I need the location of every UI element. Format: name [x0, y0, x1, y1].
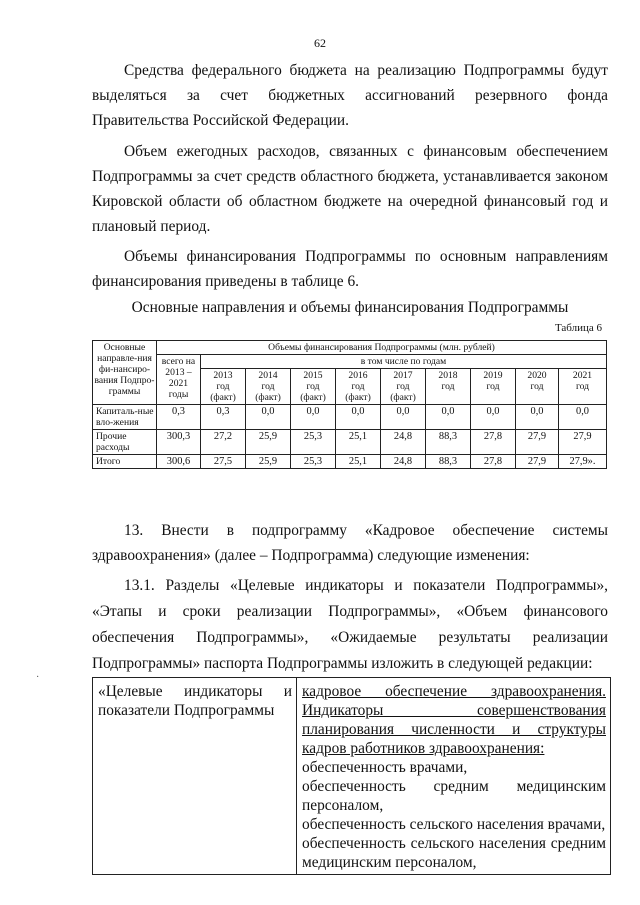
table-cell: 25,1: [336, 430, 381, 455]
year-header-2017: [381, 369, 426, 405]
table-cell: 25,3: [291, 430, 336, 455]
year-header-part: год: [261, 381, 275, 392]
year-header-part: 2017: [393, 370, 413, 381]
year-header-part: год: [351, 381, 365, 392]
table-cell: 0,0: [246, 405, 291, 430]
indicator-line: кадровое обеспечение здравоохранения. Индикаторы совершенствования планирования численности и структуры кадров работников здравоохранения:: [302, 683, 606, 757]
table-cell: 0,0: [471, 405, 516, 430]
year-header-part: 2018: [438, 370, 458, 381]
table-cell: 0,0: [426, 405, 471, 430]
year-header-2016: [336, 369, 381, 405]
year-header-part: 2015: [303, 370, 323, 381]
table-cell: 0,0: [336, 405, 381, 430]
table-row: [93, 405, 607, 430]
table-cell: 25,9: [246, 455, 291, 469]
paragraph-financing-volumes: Объемы финансирования Подпрограммы по основным направлениям финансирования приведены в таблице 6.: [92, 248, 608, 290]
year-header-part: 2014: [258, 370, 278, 381]
financing-table: [92, 340, 607, 469]
table-cell: 0,0: [381, 405, 426, 430]
table-cell: 24,8: [381, 430, 426, 455]
year-header-2013: [201, 369, 246, 405]
year-header-2015: [291, 369, 336, 405]
year-header-part: год: [530, 381, 544, 392]
year-header-part: (факт): [210, 392, 236, 403]
table-cell: 27,9: [559, 430, 607, 455]
table-cell: 27,9: [516, 455, 559, 469]
year-header-part: год: [486, 381, 500, 392]
table-cell: 0,3: [201, 405, 246, 430]
year-header-part: 2019: [483, 370, 503, 381]
year-header-part: год: [441, 381, 455, 392]
table-cell: 27,8: [471, 455, 516, 469]
table-cell: 25,1: [336, 455, 381, 469]
header-total: всего на 2013 – 2021 годы: [157, 355, 201, 405]
indicators-table: [92, 677, 611, 875]
header-volumes: Объемы финансирования Подпрограммы (млн. рублей): [157, 341, 607, 355]
margin-mark: ·: [36, 672, 40, 683]
year-header-2020: [516, 369, 559, 405]
row-label: Итого: [93, 455, 157, 469]
row-label: Прочие расходы: [93, 430, 157, 455]
year-header-2019: [471, 369, 516, 405]
financing-table-body: [93, 405, 607, 469]
indicator-line: обеспеченность средним медицинским персоналом,: [302, 778, 606, 814]
year-header-part: (факт): [300, 392, 326, 403]
header-including-by-years: в том числе по годам: [201, 355, 607, 369]
table-row: [93, 455, 607, 469]
year-header-part: 2016: [348, 370, 368, 381]
table-number-label: Таблица 6: [554, 322, 602, 334]
page-number: 62: [314, 36, 326, 50]
table-cell: 0,0: [559, 405, 607, 430]
indicator-line: обеспеченность сельского населения врачами,: [302, 816, 606, 833]
table-cell: 300,6: [157, 455, 201, 469]
year-header-2021: [559, 369, 607, 405]
year-header-part: год: [216, 381, 230, 392]
table-cell: 25,3: [291, 455, 336, 469]
paragraph-item-13-1: 13.1. Разделы «Целевые индикаторы и показатели Подпрограммы», «Этапы и сроки реализации Подпрограммы», «Объем финансового обеспечения Подпрограммы», «Ожидаемые результаты реализации Подпрограммы» паспорта Подпрограммы изложить в следующей редакции:: [92, 577, 608, 672]
row-label: Капиталь-ные вло-жения: [93, 405, 157, 430]
year-header-part: 2021: [572, 370, 593, 381]
year-header-part: год: [306, 381, 320, 392]
indicators-right-cell: [297, 678, 611, 875]
year-header-part: (факт): [345, 392, 371, 403]
table-cell: 24,8: [381, 455, 426, 469]
year-header-part: (факт): [255, 392, 281, 403]
indicators-left-cell: «Целевые индикаторы и показатели Подпрограммы: [93, 678, 297, 875]
table-cell: 300,3: [157, 430, 201, 455]
table-cell: 25,9: [246, 430, 291, 455]
table-cell: 0,0: [291, 405, 336, 430]
header-directions: Основные направле-ния фи-нансиро-вания Подпро-граммы: [93, 341, 157, 405]
year-header-2018: [426, 369, 471, 405]
table-row: [93, 430, 607, 455]
paragraph-federal-budget: Средства федерального бюджета на реализацию Подпрограммы будут выделяться за счет бюджетных ассигнований резервного фонда Правительства Российской Федерации.: [92, 62, 608, 129]
table-cell: 0,3: [157, 405, 201, 430]
indicator-line: обеспеченность врачами,: [302, 759, 468, 776]
indicator-line: обеспеченность сельского населения средним медицинским персоналом,: [302, 835, 606, 871]
year-header-part: (факт): [390, 392, 416, 403]
paragraph-annual-expenses: Объем ежегодных расходов, связанных с финансовым обеспечением Подпрограммы за счет средств областного бюджета, устанавливается законом Кировской области об областном бюджете на очередной финансовый год и плановый период.: [92, 143, 608, 235]
year-header-part: год: [575, 381, 590, 392]
table-cell: 88,3: [426, 430, 471, 455]
table-cell: 27,5: [201, 455, 246, 469]
year-header-part: год: [396, 381, 410, 392]
table-cell: 27,8: [471, 430, 516, 455]
table-cell: 27,2: [201, 430, 246, 455]
table-caption: Основные направления и объемы финансирования Подпрограммы: [131, 299, 569, 316]
year-header-2014: [246, 369, 291, 405]
table-cell: 27,9: [516, 430, 559, 455]
year-header-part: 2013: [213, 370, 233, 381]
table-cell: 0,0: [516, 405, 559, 430]
year-header-part: 2020: [527, 370, 547, 381]
table-cell: 88,3: [426, 455, 471, 469]
table-cell: 27,9».: [559, 455, 607, 469]
paragraph-item-13: 13. Внести в подпрограмму «Кадровое обеспечение системы здравоохранения» (далее – Подпрограмма) следующие изменения:: [92, 522, 608, 564]
